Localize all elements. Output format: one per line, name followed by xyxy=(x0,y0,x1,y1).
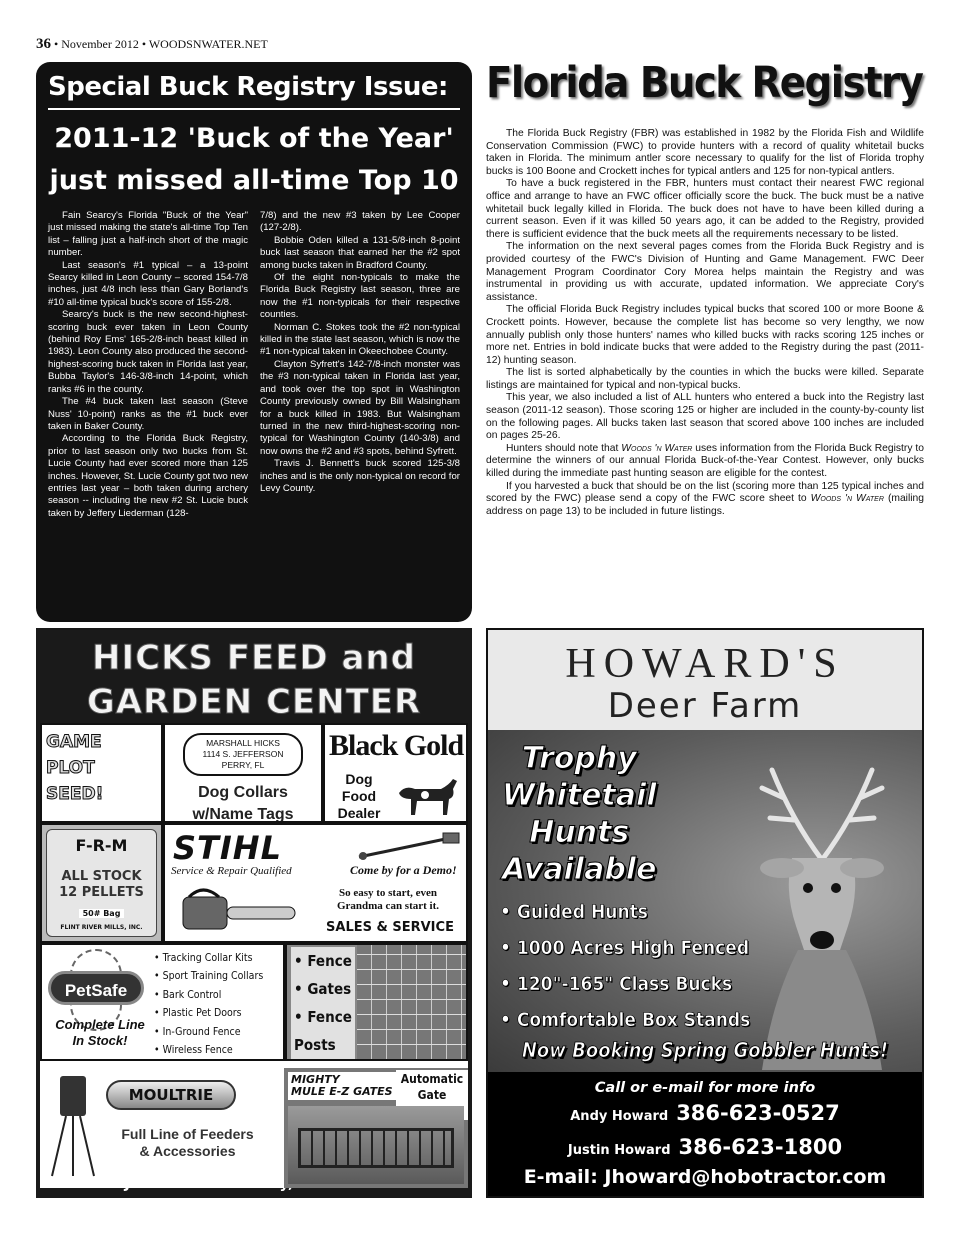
gate-photo xyxy=(288,1106,464,1184)
article-paragraph: Of the eight non-typicals to make the Florida Buck Registry last season, three are now the #1 non-typicals for their respective counties. xyxy=(260,272,460,321)
store-address-panel xyxy=(163,723,323,823)
text-line: MULE E-Z GATES xyxy=(291,1085,393,1098)
howard-header xyxy=(488,630,922,730)
article-column-2 xyxy=(260,210,460,520)
text-span: If you harvested a buck that should be on the list (scoring more than 125 typical inches and scored by the FWC) please send a copy of the FWC score sheet to xyxy=(486,480,924,505)
petsafe-panel xyxy=(40,943,285,1061)
contact-name: Andy Howard xyxy=(570,1109,669,1124)
hunt-features-list xyxy=(500,894,750,1038)
text-line: Complete Line xyxy=(55,1017,145,1032)
howards-deer-farm-ad xyxy=(486,628,924,1198)
text-line: So easy to start, even xyxy=(338,887,438,899)
seed-word: SEED! xyxy=(46,784,104,804)
bag-size: 50# Bag xyxy=(79,909,125,918)
list-item: • Plastic Pet Doors xyxy=(154,1004,263,1022)
feeder-icon xyxy=(46,1072,100,1180)
article-paragraph: Travis J. Bennett's buck scored 125-3/8 inches and is the only non-typical on record for Levy County. xyxy=(260,458,460,494)
feed-bag-image xyxy=(46,829,157,937)
article-paragraph: The information on the next several pages comes from the Florida Buck Registry and is provided courtesy of the FWC's Division of Hunting and Game Management. FWC Deer Management Program Coordinator Cory Morea helps maintain the Registry and was instrumental in providing us with accurate, updated information. We appreciate Cory's assistance. xyxy=(486,241,924,303)
list-item: • Comfortable Box Stands xyxy=(500,1002,750,1038)
address-badge xyxy=(183,733,303,776)
hunting-dog-icon xyxy=(391,771,461,819)
text-line: Dog xyxy=(345,771,373,787)
text-line: Food xyxy=(341,788,377,804)
article-paragraph: 7/8) and the new #3 taken by Lee Cooper (127-2/8). xyxy=(260,210,460,234)
text-line: • Fence xyxy=(294,1008,352,1026)
list-item: • Wireless Fence xyxy=(154,1041,263,1059)
booking-banner: Now Booking Spring Gobbler Hunts! xyxy=(521,1038,889,1062)
text-line: Posts xyxy=(294,1036,336,1054)
email-address: E-mail: Jhoward@hobotractor.com xyxy=(523,1166,887,1188)
dog-collars-text xyxy=(165,782,321,823)
article-paragraph: Fain Searcy's Florida "Buck of the Year" just missed making the state's all-time Top Ten list – falling just a half-inch short of the magic number. xyxy=(48,210,248,259)
text-line: Automatic xyxy=(400,1072,464,1086)
feed-brand: F-R-M xyxy=(75,836,128,855)
black-gold-logo: Black Gold xyxy=(329,729,464,762)
whitetail-buck-icon xyxy=(732,740,912,1070)
text-line: & Accessories xyxy=(139,1143,236,1159)
contact-row xyxy=(488,1134,922,1164)
article-paragraph: Searcy's buck is the new second-highest-scoring buck ever taken in Leon County (behind Roy Ems' 165-2/8-inch beast killed in 1983). Leon County also produced the second-highest-scoring buck taken in Florida last year, Bubba Taylor's 146-3/8-inch 14-point, which ranks #6 in the county. xyxy=(48,309,249,395)
article-columns xyxy=(48,210,460,520)
text-line: Hunts xyxy=(529,815,630,850)
article-paragraph: The official Florida Buck Registry includes typical bucks that scored 100 or more Boone & Crockett points. However, because the complete list has become so very lengthy, we now annually publish only those hunters' names who killed bucks with racks scoring 125 inches or more net. Entries in bold indicate bucks that were added to the Registry during the past (2011-12) hunting season. xyxy=(486,304,924,366)
florida-buck-registry-title: Florida Buck Registry xyxy=(486,58,923,108)
text-line: Full Line of Feeders xyxy=(121,1126,254,1142)
fence-panel xyxy=(285,943,468,1061)
complete-line-text xyxy=(50,1017,150,1049)
stihl-logo: STIHL xyxy=(173,829,282,867)
list-item: • 1000 Acres High Fenced xyxy=(500,930,750,966)
registry-article-body xyxy=(486,128,924,518)
special-issue-kicker: Special Buck Registry Issue: xyxy=(48,72,460,110)
text-line: Dog Collars xyxy=(198,784,288,801)
demo-text: Come by for a Demo! xyxy=(350,863,457,877)
text-span: Hunters should note that xyxy=(506,442,622,454)
article-paragraph xyxy=(486,443,924,481)
text-line: Trophy xyxy=(521,741,637,776)
text-line: w/Name Tags xyxy=(192,806,294,823)
text-line: • Gates xyxy=(294,980,352,998)
article-column-1 xyxy=(48,210,248,520)
text-line: • Fence xyxy=(294,952,352,970)
publication-name: Woods 'n Water xyxy=(810,493,884,505)
article-paragraph xyxy=(486,481,924,519)
article-paragraph: The Florida Buck Registry (FBR) was established in 1982 by the Florida Fish and Wildlife Conservation Commission (FWC) to provide hunters with a record of quality whitetail bucks taken in Florida. The minimum antler score necessary to qualify for the list of Florida trophy bucks is 100 Boone and Crockett inches for typical antlers and 125 for non-typical antlers. xyxy=(486,128,924,177)
buck-of-year-article xyxy=(36,62,472,622)
text-line: ALL STOCK xyxy=(61,869,142,884)
call-text: Call or e-mail for more info xyxy=(594,1080,816,1096)
hicks-ad-panel xyxy=(40,723,468,1098)
text-span: (mailing address on page 13) to be included in future listings. xyxy=(486,493,924,517)
list-item: • Guided Hunts xyxy=(500,894,750,930)
mighty-mule-logo xyxy=(288,1072,396,1100)
article-paragraph: The list is sorted alphabetically by the counties in which the bucks were killed. Separate listings are maintained for typical and non-typical bucks. xyxy=(486,367,924,391)
sales-service-text: SALES & SERVICE xyxy=(326,920,454,935)
moultrie-panel xyxy=(40,1068,284,1188)
page-number: 36 xyxy=(36,36,51,52)
article-paragraph: According to the Florida Buck Registry, prior to last season only two bucks from St. Lucie County had ever scored more than 125 inches. However, St. Lucie County got two new entries last year – both taken during archery season -- including the new #2 St. Lucie buck taken by Jeffery Liederman (128- xyxy=(48,433,248,519)
easy-start-text xyxy=(313,887,463,913)
game-word: GAME xyxy=(46,732,102,752)
owner-name: MARSHALL HICKS xyxy=(206,738,280,748)
plot-word: PLOT xyxy=(46,758,95,778)
text-line: Grandma can start it. xyxy=(336,900,440,912)
mill-name: FLINT RIVER MILLS, INC. xyxy=(60,924,143,931)
street-address: 1114 S. JEFFERSON xyxy=(202,749,284,759)
article-paragraph: This year, we also included a list of ALL hunters who entered a buck into the Registry last season (2011-12 season). Those scoring 125 or higher are included in the county-by-county list on the following pages. All bucks taken last season that scored above 100 inches are included on pages 25-26. xyxy=(486,392,924,442)
publication-name: Woods 'n Water xyxy=(621,442,693,454)
stihl-service-text: Service & Repair Qualified xyxy=(171,865,292,877)
text-line: Dealer xyxy=(337,805,381,821)
contact-name: Justin Howard xyxy=(567,1143,671,1158)
list-item: • Bark Control xyxy=(154,986,263,1004)
headline-line-1: 2011-12 'Buck of the Year' xyxy=(54,123,454,154)
feed-type xyxy=(47,869,156,901)
issue-meta: • November 2012 • WOODSNWATER.NET xyxy=(51,37,268,51)
hicks-ad-title xyxy=(36,628,472,724)
phone-number: 386-623-1800 xyxy=(678,1135,843,1159)
gate-shape xyxy=(298,1128,454,1168)
moultrie-logo: MOULTRIE xyxy=(106,1080,236,1110)
fence-image xyxy=(357,945,466,1059)
page-header xyxy=(36,36,268,53)
dog-food-dealer xyxy=(333,771,385,822)
stihl-panel xyxy=(163,823,468,943)
text-line: In Stock! xyxy=(72,1033,128,1048)
petsafe-logo: PetSafe xyxy=(48,971,144,1005)
petsafe-product-list xyxy=(154,949,263,1059)
article-paragraph: To have a buck registered in the FBR, hunters must contact their nearest FWC regional office and arrange to have an FWC officer officially score the buck. The buck must be a native whitetail buck legally killed in Florida. The buck does not have to have been killed during a current season. Even if it was killed 50 years ago, it can be added to the Registry, provided there is sufficient evidence that the buck meets all the requirements necessary to be listed. xyxy=(486,178,924,240)
hicks-title-line-2: GARDEN CENTER xyxy=(86,682,422,722)
mighty-mule-panel xyxy=(284,1068,468,1188)
hicks-title-line-1: HICKS FEED and xyxy=(92,638,416,678)
feeders-text xyxy=(110,1126,265,1160)
howard-contact-panel xyxy=(488,1072,922,1196)
list-item: • Tracking Collar Kits xyxy=(154,949,263,967)
fence-gates-text xyxy=(291,947,355,1059)
contact-row xyxy=(488,1100,922,1130)
article-paragraph: The #4 buck taken last season (Steve Nuss' 10-point) ranks as the #1 buck ever taken in Baker County. xyxy=(48,396,248,432)
trophy-hunts-text xyxy=(502,740,657,888)
article-paragraph: Bobbie Oden killed a 131-5/8-inch 8-point buck last season that earned her the #2 spot among bucks taken in Bradford County. xyxy=(260,234,460,271)
article-paragraph: Clayton Syfrett's 142-7/8-inch monster was the #3 non-typical taken in Florida last year, and took over the top spot in Washington County previously owned by Bill Walsingham for a buck killed in 1983. But Walsingham turned in the new third-highest-scoring non-typical for Washington County (140-3/8) and now owns the #2 and #3 spots, behind Syfrett. xyxy=(260,358,460,457)
list-item: • In-Ground Fence xyxy=(154,1023,263,1041)
text-line: Whitetail xyxy=(502,778,657,813)
phone-number: 386-623-0527 xyxy=(676,1101,840,1125)
text-line: Gate xyxy=(417,1088,447,1102)
text-span: uses information from the Florida Buck Registry to determine the winners of our annual Florida Buck-of-the-Year Contest. However, only bucks killed during the immediate past hunting season are eligible for the contest. xyxy=(486,442,924,480)
game-plot-seed xyxy=(40,723,163,823)
string-trimmer-icon xyxy=(355,831,465,861)
howards-title: HOWARD'S xyxy=(565,641,845,687)
article-paragraph: Norman C. Stokes took the #2 non-typical killed in the state last season, which is now the #1 non-typical taken in Okeechobee County. xyxy=(260,321,460,358)
list-item: • Sport Training Collars xyxy=(154,967,263,985)
headline-line-2: just missed all-time Top 10 xyxy=(49,165,459,196)
text-line: Available xyxy=(502,852,657,887)
frm-feed-panel xyxy=(40,823,163,943)
black-gold-panel xyxy=(323,723,468,823)
text-line: 12 PELLETS xyxy=(59,885,144,900)
city-state: PERRY, FL xyxy=(221,760,265,770)
deer-farm-subtitle: Deer Farm xyxy=(607,686,803,726)
chainsaw-icon xyxy=(179,883,299,938)
list-item: • 120"-165" Class Bucks xyxy=(500,966,750,1002)
article-paragraph: Last season's #1 typical – a 13-point Searcy killed in Leon County – scored 154-7/8 inches, just 4/8 inch less than Gary Borland's #10 all-time typical buck's score of 155-2/8. xyxy=(48,259,248,308)
text-line: MIGHTY xyxy=(291,1073,340,1086)
article-headline xyxy=(48,118,460,202)
